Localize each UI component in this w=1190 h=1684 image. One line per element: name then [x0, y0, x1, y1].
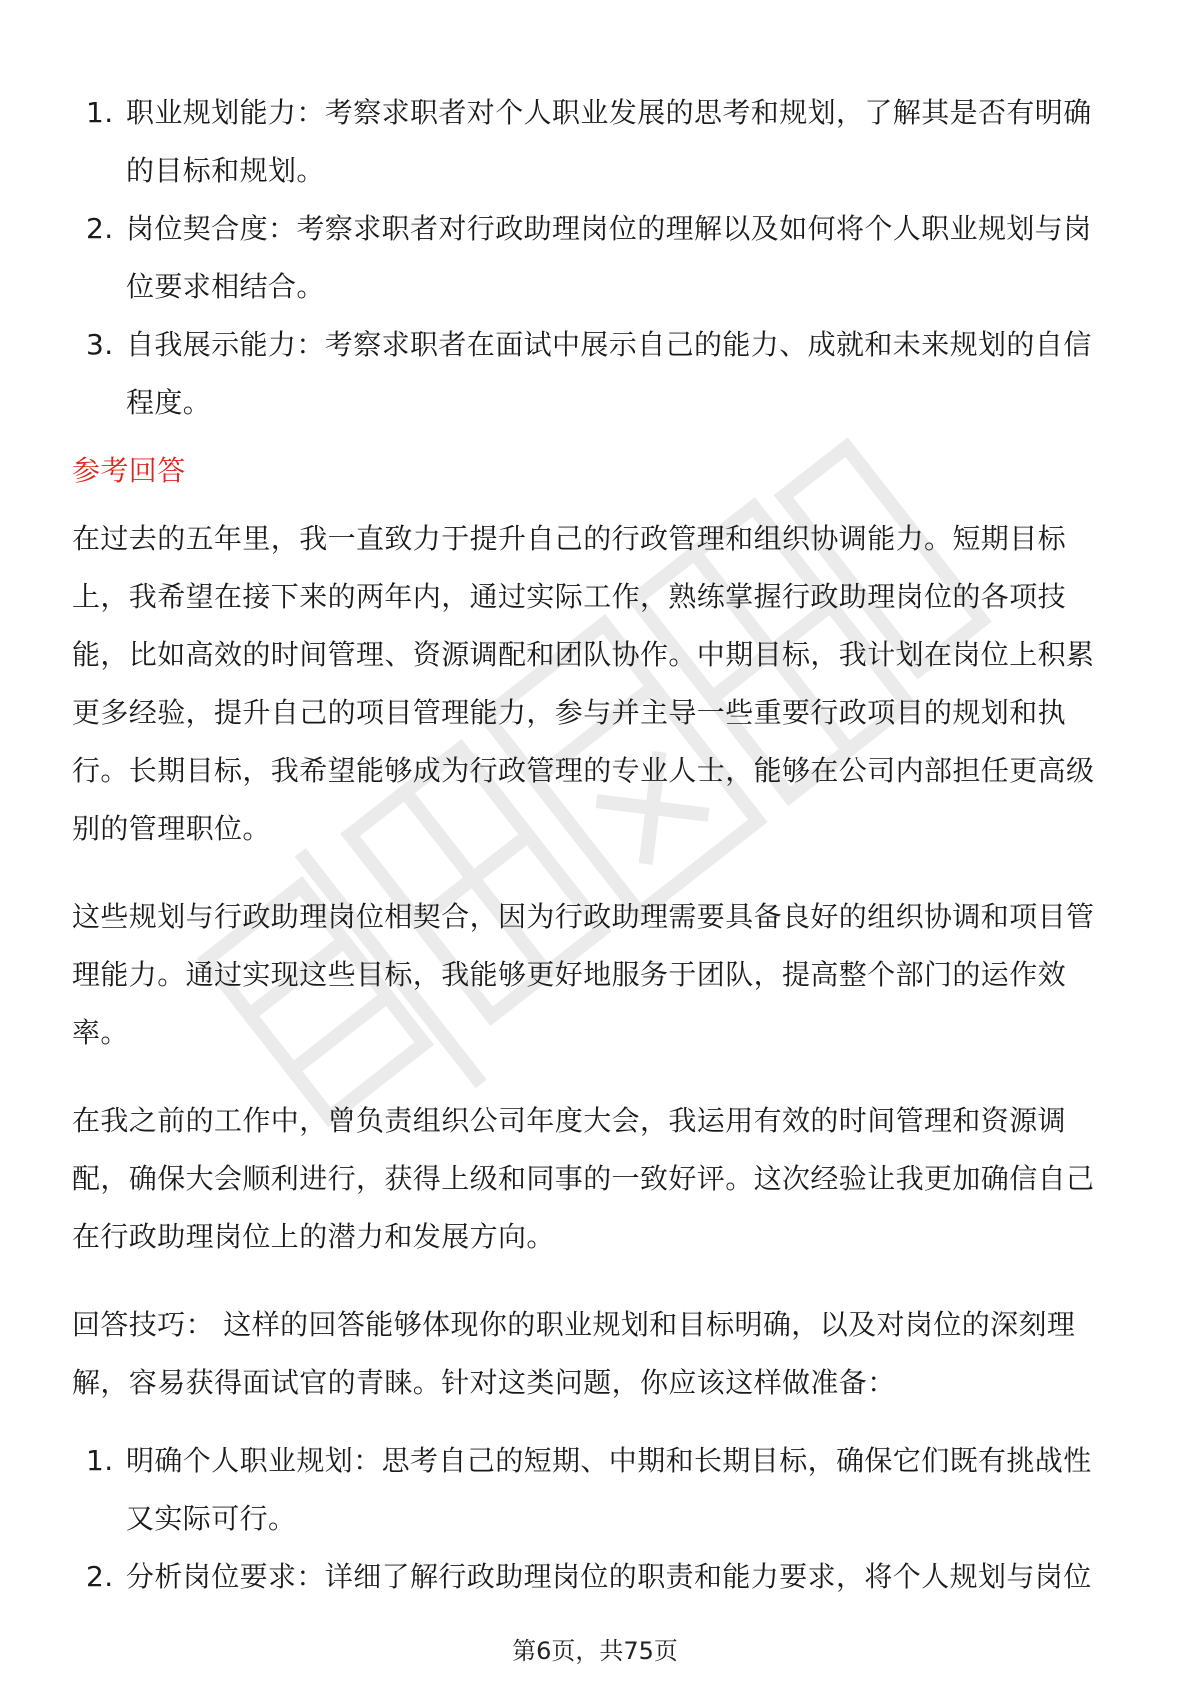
list-item-text: 岗位契合度：考察求职者对行政助理岗位的理解以及如何将个人职业规划与岗位要求相结合。 — [126, 212, 1092, 303]
list-number: 2. — [86, 1560, 114, 1593]
paragraph: 在过去的五年里，我一直致力于提升自己的行政管理和组织协调能力。短期目标上，我希望在接下来的两年内，通过实际工作，熟练掌握行政助理岗位的各项技能，比如高效的时间管理、资源调配和团队协作。中期目标，我计划在岗位上积累更多经验，提升自己的项目管理能力，参与并主导一些重要行政项目的规划和执行。长期目标，我希望能够成为行政管理的专业人士，能够在公司内部担任更高级别的管理职位。 — [72, 522, 1095, 845]
paragraph: 在我之前的工作中，曾负责组织公司年度大会，我运用有效的时间管理和资源调配，确保大会顺利进行，获得上级和同事的一致好评。这次经验让我更加确信自己在行政助理岗位上的潜力和发展方向。 — [72, 1104, 1095, 1253]
paragraph: 这些规划与行政助理岗位相契合，因为行政助理需要具备良好的组织协调和项目管理能力。通过实现这些目标，我能够更好地服务于团队，提高整个部门的运作效率。 — [72, 900, 1095, 1049]
document-body — [72, 84, 1112, 1606]
list-number: 1. — [86, 1444, 114, 1477]
list-item — [72, 316, 1112, 432]
list-item — [72, 84, 1112, 200]
list-item — [72, 1548, 1112, 1606]
page-footer: 第6页，共75页 — [512, 1637, 678, 1665]
list-preparation — [72, 1432, 1112, 1606]
section-title: 参考回答 — [72, 454, 186, 487]
list-item-text: 明确个人职业规划：思考自己的短期、中期和长期目标，确保它们既有挑战性又实际可行。 — [126, 1444, 1092, 1535]
list-item-text: 分析岗位要求：详细了解行政助理岗位的职责和能力要求，将个人规划与岗位 — [126, 1560, 1092, 1593]
list-item — [72, 200, 1112, 316]
list-item — [72, 1432, 1112, 1548]
list-number: 3. — [86, 328, 114, 361]
list-item-text: 职业规划能力：考察求职者对个人职业发展的思考和规划，了解其是否有明确的目标和规划。 — [126, 96, 1092, 187]
list-criteria — [72, 84, 1112, 432]
list-number: 2. — [86, 212, 114, 245]
answer-tips: 回答技巧： 这样的回答能够体现你的职业规划和目标明确，以及对岗位的深刻理解，容易获得面试官的青睐。针对这类问题，你应该这样做准备： — [72, 1308, 1076, 1399]
list-item-text: 自我展示能力：考察求职者在面试中展示自己的能力、成就和未来规划的自信程度。 — [126, 328, 1092, 419]
list-number: 1. — [86, 96, 114, 129]
